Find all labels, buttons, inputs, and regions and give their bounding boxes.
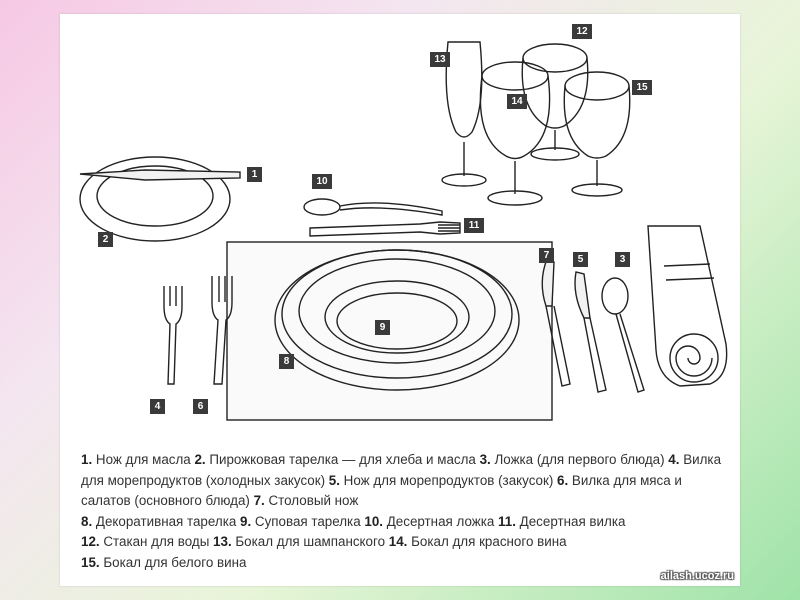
legend-text-12: Стакан для воды: [99, 534, 214, 549]
tag-1: 1: [247, 167, 262, 182]
legend-text-6: Вилка для мяса и салатов (основного блюда): [81, 472, 682, 508]
seafood-knife: [575, 272, 606, 392]
dessert-spoon: [304, 199, 442, 215]
tag-5: 5: [573, 252, 588, 267]
legend-text-14: Бокал для красного вина: [407, 534, 567, 549]
legend-text-7: Столовый нож: [264, 493, 359, 508]
legend-text-13: Бокал для шампанского: [231, 534, 389, 549]
legend-num-12: 12.: [81, 534, 100, 549]
legend-num-3: 3.: [479, 452, 491, 467]
red-wine-glass: [480, 62, 549, 205]
legend-text-2: Пирожковая тарелка — для хлеба и масла: [205, 452, 480, 467]
legend-text-4: Вилка для морепродуктов (холодных закусок): [81, 452, 722, 488]
tag-6: 6: [193, 399, 208, 414]
legend-num-9: 9.: [240, 513, 252, 529]
seafood-fork: [164, 286, 182, 384]
legend-num-8: 8.: [81, 513, 93, 529]
legend-num-6: 6.: [557, 472, 569, 488]
legend-text-15: Бокал для белого вина: [99, 554, 247, 570]
dessert-fork: [310, 222, 460, 236]
slide: [60, 14, 740, 586]
soup-spoon: [602, 278, 644, 392]
white-wine-glass: [564, 72, 630, 196]
legend-num-5: 5.: [328, 472, 340, 488]
tag-12: 12: [572, 24, 592, 39]
legend-num-14: 14.: [388, 534, 408, 549]
legend-num-13: 13.: [213, 534, 232, 549]
tag-15: 15: [632, 80, 652, 95]
legend-text-1: Нож для масла: [92, 452, 195, 467]
legend-text-10: Десертная ложка: [383, 513, 499, 529]
table-setting-illustration: [60, 14, 740, 444]
water-glass: [522, 44, 588, 160]
tag-14: 14: [507, 94, 527, 109]
tag-3: 3: [615, 252, 630, 267]
legend-num-11: 11.: [498, 513, 516, 529]
tag-8: 8: [279, 354, 294, 369]
tag-10: 10: [312, 174, 332, 189]
butter-knife: [80, 170, 240, 180]
legend-text-11: Десертная вилка: [515, 513, 626, 529]
tag-13: 13: [430, 52, 450, 67]
legend-num-4: 4.: [668, 452, 680, 467]
legend-num-2: 2.: [194, 452, 206, 467]
tag-9: 9: [375, 320, 390, 335]
legend-text-5: Нож для морепродуктов (закусок): [339, 472, 558, 488]
legend-num-15: 15.: [81, 554, 100, 570]
legend-text-9: Суповая тарелка: [251, 513, 365, 529]
tag-7: 7: [539, 248, 554, 263]
legend-num-10: 10.: [364, 513, 384, 529]
legend-num-1: 1.: [81, 452, 93, 467]
legend-text-8: Декоративная тарелка: [92, 513, 241, 529]
legend-caption: [81, 450, 731, 573]
napkin-roll: [648, 226, 727, 386]
tag-4: 4: [150, 399, 165, 414]
legend-text-3: Ложка (для первого блюда): [490, 452, 669, 467]
source-credit: ailash.ucoz.ru: [660, 570, 734, 582]
legend-num-7: 7.: [253, 493, 265, 508]
tag-11: 11: [464, 218, 484, 233]
tag-2: 2: [98, 232, 113, 247]
